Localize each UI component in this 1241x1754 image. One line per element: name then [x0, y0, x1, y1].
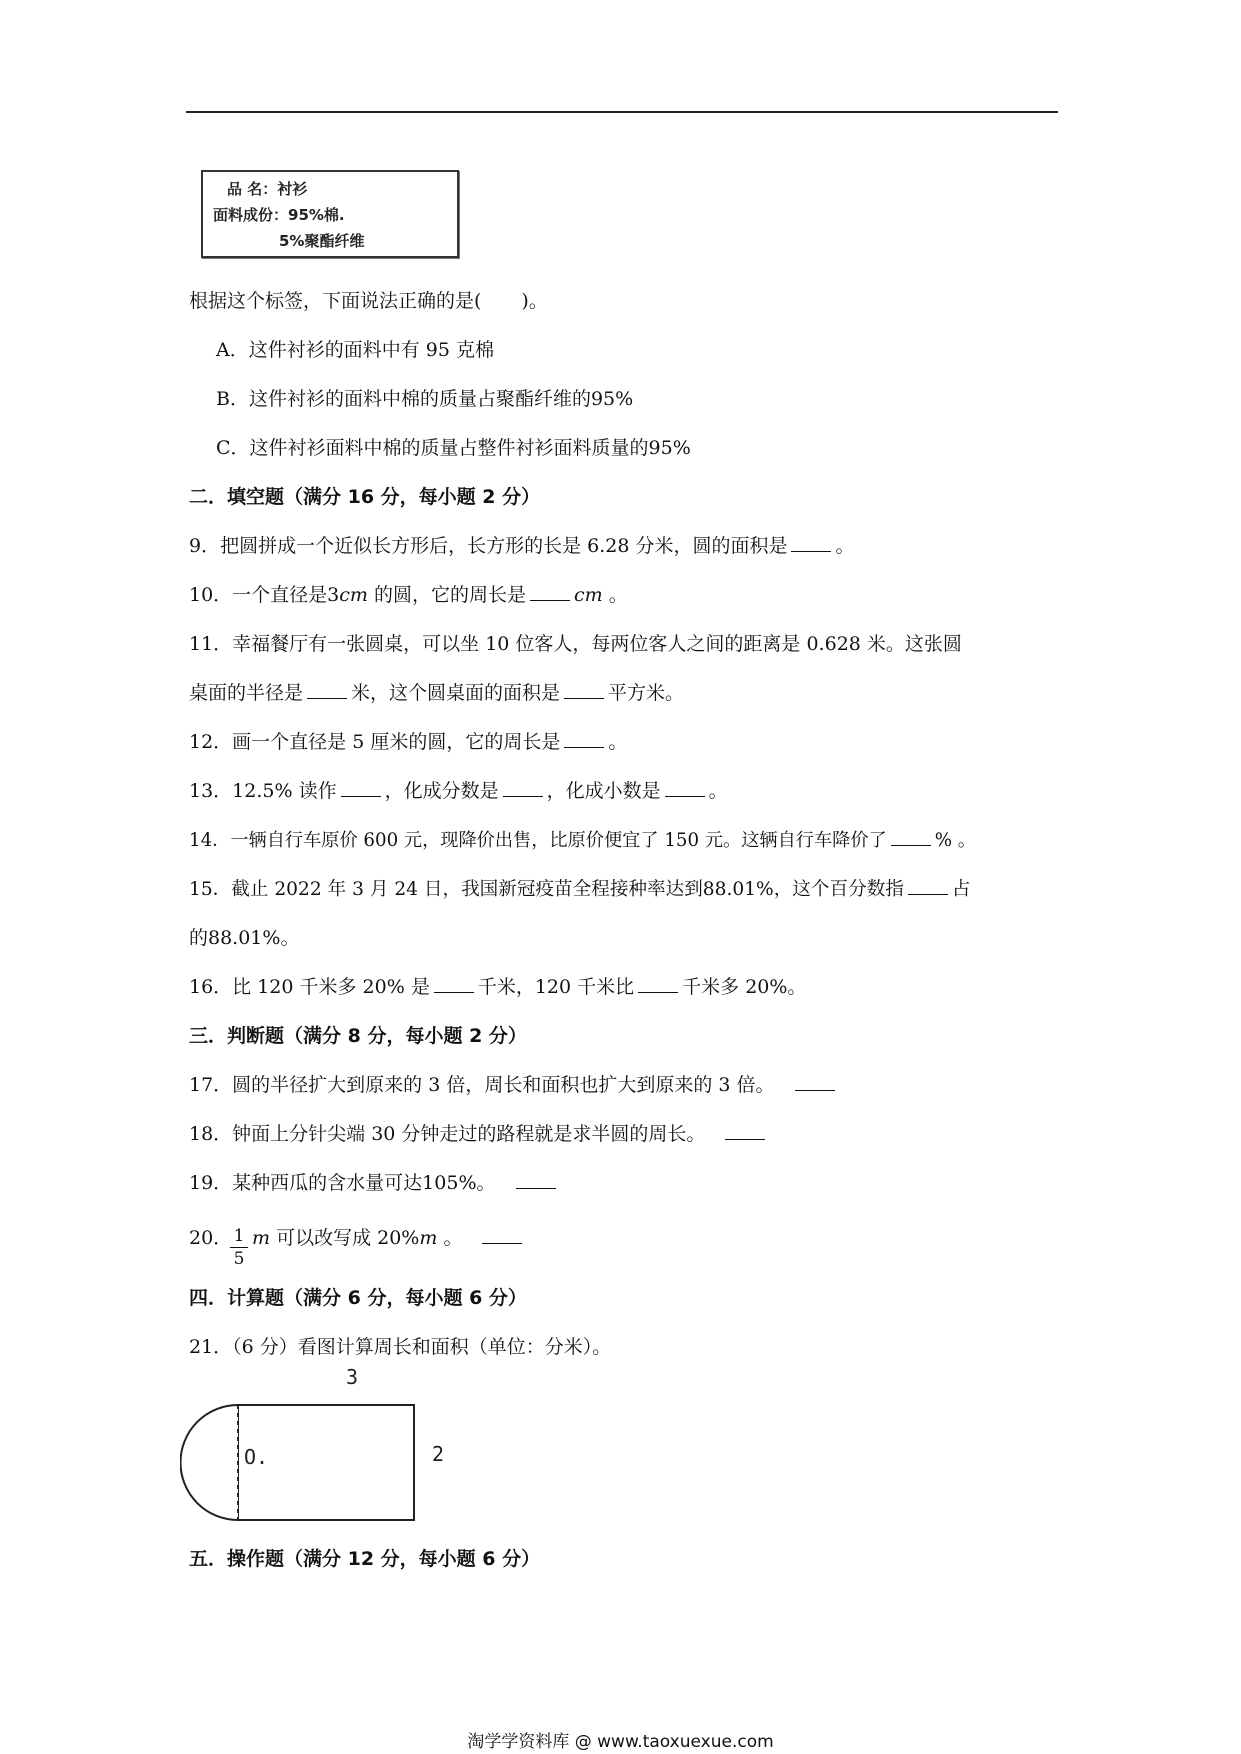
q21-figure: [180, 1395, 440, 1535]
q15-line-2: 的88.01%。: [189, 927, 300, 949]
q17: 17．圆的半径扩大到原来的 3 倍，周长和面积也扩大到原来的 3 倍。: [189, 1072, 839, 1098]
figure-semicircle: [181, 1405, 239, 1520]
label-line-1: 品 名：衬衫: [227, 180, 308, 198]
q20-text: m 可以改写成 20%m 。: [252, 1225, 526, 1251]
footer-watermark: 淘学学资料库 @ www.taoxuexue.com: [467, 1732, 774, 1752]
header-rule: [186, 111, 1058, 113]
q14: 14．一辆自行车原价 600 元，现降价出售，比原价便宜了 150 元。这辆自行车降价了 % 。: [189, 827, 976, 854]
q10: 10．一个直径是3cm 的圆，它的周长是 cm 。: [189, 584, 628, 606]
q8-option-c: C．这件衬衫面料中棉的质量占整件衬衫面料质量的95%: [216, 437, 691, 459]
q8-option-a: A．这件衬衫的面料中有 95 克棉: [216, 339, 494, 361]
q9: 9．把圆拼成一个近似长方形后，长方形的长是 6.28 分米，圆的面积是 。: [189, 535, 855, 557]
label-line-2: 面料成份：95%棉.: [213, 206, 345, 224]
figure-center-label: O.: [244, 1445, 269, 1469]
section-3-title: 三．判断题（满分 8 分，每小题 2 分）: [189, 1025, 527, 1047]
q16: 16．比 120 千米多 20% 是 千米，120 千米比 千米多 20%。: [189, 976, 807, 998]
q11-line-2: 桌面的半径是 米，这个圆桌面的面积是 平方米。: [189, 682, 685, 704]
q18: 18．钟面上分针尖端 30 分钟走过的路程就是求半圆的周长。: [189, 1121, 769, 1147]
figure-side-label: 2: [432, 1442, 445, 1466]
q11-line-1: 11．幸福餐厅有一张圆桌，可以坐 10 位客人，每两位客人之间的距离是 0.628 米。这张圆: [189, 633, 962, 655]
q21: 21．（6 分）看图计算周长和面积（单位：分米）。: [189, 1336, 612, 1358]
section-4-title: 四．计算题（满分 6 分，每小题 6 分）: [189, 1287, 527, 1309]
q19: 19．某种西瓜的含水量可达105%。: [189, 1170, 560, 1196]
label-line-3: 5%聚酯纤维: [279, 232, 365, 250]
q20-number: 20．: [189, 1227, 233, 1249]
clothing-label-image: [201, 170, 459, 258]
q12: 12．画一个直径是 5 厘米的圆，它的周长是 。: [189, 731, 628, 753]
section-5-title: 五．操作题（满分 12 分，每小题 6 分）: [189, 1548, 541, 1570]
figure-top-label: 3: [346, 1365, 359, 1389]
q8-option-b: B．这件衬衫的面料中棉的质量占聚酯纤维的95%: [216, 388, 634, 410]
q8-stem: 根据这个标签，下面说法正确的是( )。: [189, 290, 548, 312]
q13: 13．12.5% 读作 ，化成分数是 ，化成小数是 。: [189, 780, 728, 802]
q20-fraction: 1 5: [230, 1225, 248, 1270]
q15-line-1: 15．截止 2022 年 3 月 24 日，我国新冠疫苗全程接种率达到88.01%，这个百分数指 占: [189, 876, 970, 903]
section-2-title: 二．填空题（满分 16 分，每小题 2 分）: [189, 486, 541, 508]
